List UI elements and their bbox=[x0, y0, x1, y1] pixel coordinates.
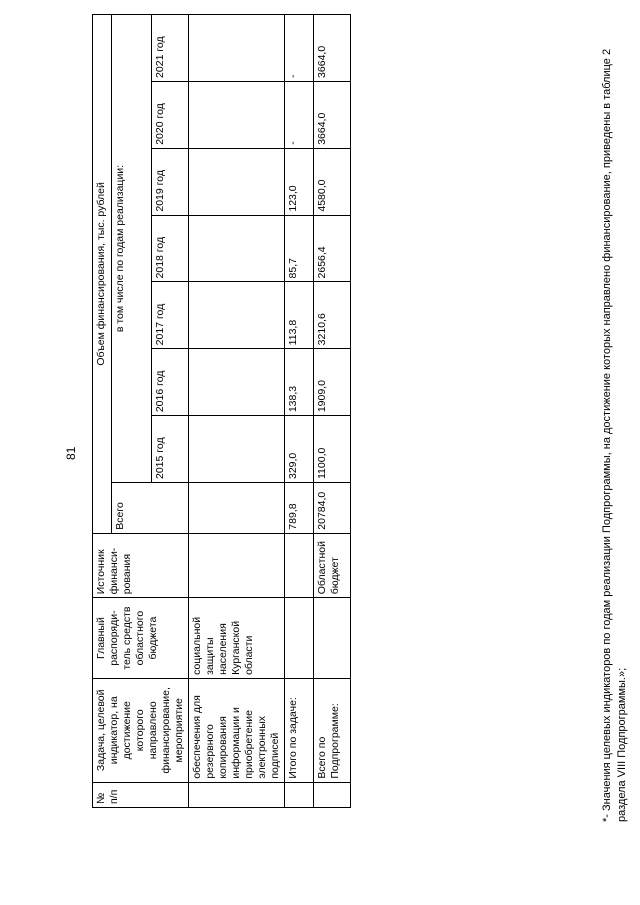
cell-year-value: 113,8 bbox=[285, 282, 314, 349]
header-by-years: в том числе по годам реализации: bbox=[112, 15, 152, 483]
cell-year-value bbox=[189, 15, 285, 82]
header-manager: Главный распоряди-тель средств областного бюджета bbox=[93, 598, 189, 679]
cell-total: 789,8 bbox=[285, 483, 314, 534]
header-year: 2016 год bbox=[152, 349, 189, 416]
cell-year-value: 1909,0 bbox=[314, 349, 351, 416]
header-volume: Объем финансирования, тыс. рублей bbox=[93, 15, 112, 534]
header-year: 2017 год bbox=[152, 282, 189, 349]
cell-task: обеспечения для резервного копирования информации и приобретение электронных подписей bbox=[189, 678, 285, 782]
cell-total: 20784,0 bbox=[314, 483, 351, 534]
rotated-page bbox=[0, 10, 640, 880]
cell-year-value bbox=[189, 148, 285, 215]
header-row-1 bbox=[93, 15, 112, 808]
cell-task: Всего по Подпрограмме: bbox=[314, 678, 351, 782]
cell-year-value: - bbox=[285, 81, 314, 148]
cell-year-value bbox=[189, 416, 285, 483]
header-year: 2019 год bbox=[152, 148, 189, 215]
header-num: № п/п bbox=[93, 782, 189, 807]
cell-year-value: 4580,0 bbox=[314, 148, 351, 215]
cell-source bbox=[189, 533, 285, 598]
cell-year-value: 123,0 bbox=[285, 148, 314, 215]
header-total: Всего bbox=[112, 483, 189, 534]
cell-year-value: 329,0 bbox=[285, 416, 314, 483]
cell-source: Областной бюджет bbox=[314, 533, 351, 598]
cell-year-value bbox=[189, 349, 285, 416]
header-source: Источник финанси-рования bbox=[93, 533, 189, 598]
cell-year-value: 1100,0 bbox=[314, 416, 351, 483]
cell-num bbox=[314, 782, 351, 807]
cell-source bbox=[285, 533, 314, 598]
table-row bbox=[314, 15, 351, 808]
cell-year-value: - bbox=[285, 15, 314, 82]
cell-year-value bbox=[189, 81, 285, 148]
cell-num bbox=[285, 782, 314, 807]
cell-year-value: 138,3 bbox=[285, 349, 314, 416]
cell-year-value: 3664,0 bbox=[314, 15, 351, 82]
header-year: 2015 год bbox=[152, 416, 189, 483]
cell-manager: социальной защиты населения Курганской области bbox=[189, 598, 285, 679]
cell-year-value: 85,7 bbox=[285, 215, 314, 282]
cell-year-value bbox=[189, 282, 285, 349]
cell-num bbox=[189, 782, 285, 807]
header-year: 2018 год bbox=[152, 215, 189, 282]
cell-manager bbox=[314, 598, 351, 679]
cell-year-value: 3664,0 bbox=[314, 81, 351, 148]
cell-year-value: 3210,6 bbox=[314, 282, 351, 349]
header-task: Задача, целевой индикатор, на достижение которого направлено финансирование, мероприятие bbox=[93, 678, 189, 782]
table-row bbox=[285, 15, 314, 808]
cell-total bbox=[189, 483, 285, 534]
cell-task: Итого по задаче: bbox=[285, 678, 314, 782]
header-year: 2020 год bbox=[152, 81, 189, 148]
header-year: 2021 год bbox=[152, 15, 189, 82]
cell-year-value bbox=[189, 215, 285, 282]
table-row bbox=[189, 15, 285, 808]
financing-table bbox=[92, 14, 351, 808]
cell-manager bbox=[285, 598, 314, 679]
footnote: *- Значения целевых индикаторов по годам реализации Подпрограммы, на достижение которых направлено финансирование, приведены в таблице 2 раздела VIII Подпрограммы.»; bbox=[601, 48, 628, 822]
cell-year-value: 2656,4 bbox=[314, 215, 351, 282]
page-number: 81 bbox=[64, 446, 78, 460]
